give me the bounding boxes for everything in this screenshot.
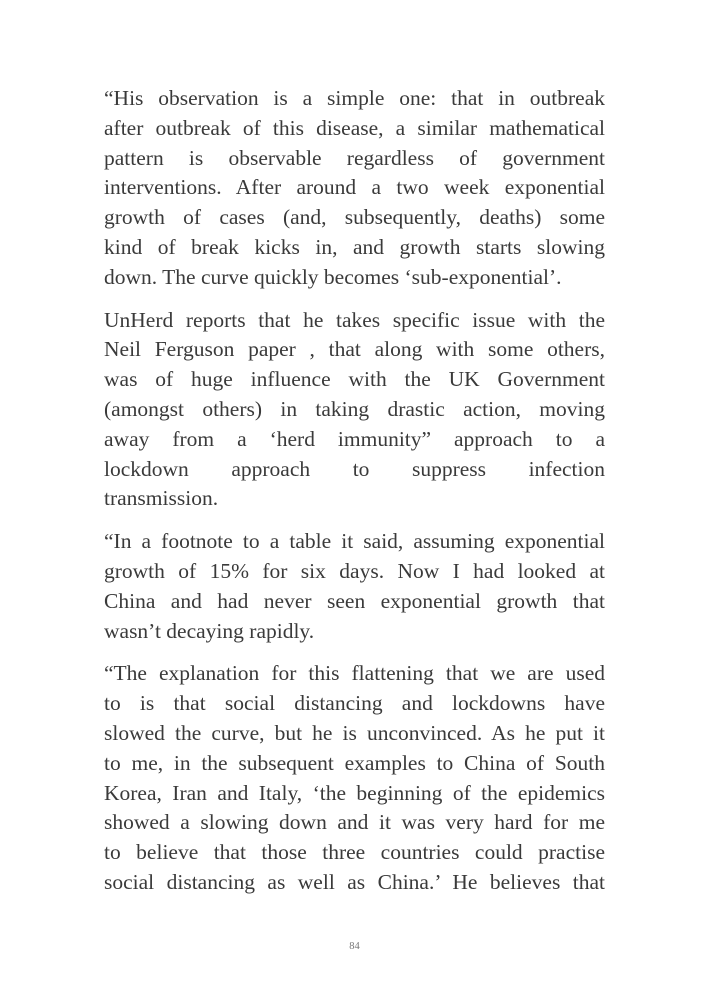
text-line: “The explanation for this flattening that we are used (104, 661, 605, 686)
paragraph-footnote (104, 527, 605, 646)
text-line: transmission. (104, 486, 219, 511)
text-line: to believe that those three countries could practise (104, 840, 605, 865)
text-line: Korea, Iran and Italy, ‘the beginning of the epidemics (104, 780, 605, 805)
text-line: (amongst others) in taking drastic action, moving (104, 396, 605, 421)
text-line: showed a slowing down and it was very hard for me (104, 810, 605, 835)
page-number: 84 (349, 941, 360, 952)
text-line: lockdown approach to suppress infection (104, 456, 605, 481)
text-line: was of huge influence with the UK Government (104, 367, 605, 392)
paragraph-unherd (104, 306, 605, 515)
text-line: after outbreak of this disease, a similar mathematical (104, 115, 605, 140)
text-line: growth of 15% for six days. Now I had looked at (104, 558, 605, 583)
text-line: pattern is observable regardless of government (104, 145, 605, 170)
text-line: wasn’t decaying rapidly. (104, 618, 315, 643)
text-line: to me, in the subsequent examples to China of South (104, 750, 605, 775)
body-text (104, 84, 605, 911)
text-line: “In a footnote to a table it said, assuming exponential (104, 529, 605, 554)
text-line: to is that social distancing and lockdowns have (104, 691, 605, 716)
text-line: China and had never seen exponential growth that (104, 588, 605, 613)
text-line: growth of cases (and, subsequently, deaths) some (104, 205, 605, 230)
text-line: down. The curve quickly becomes ‘sub-exponential’. (104, 264, 562, 289)
text-line: “His observation is a simple one: that in outbreak (104, 86, 605, 110)
paragraph-observation (104, 84, 605, 293)
text-line: away from a ‘herd immunity” approach to a (104, 426, 605, 451)
text-line: social distancing as well as China.’ He believes that (104, 869, 605, 894)
paragraph-explanation (104, 659, 605, 897)
text-line: kind of break kicks in, and growth starts slowing (104, 234, 605, 259)
text-line: slowed the curve, but he is unconvinced. As he put it (104, 720, 605, 745)
text-line: Neil Ferguson paper , that along with some others, (104, 337, 605, 362)
text-line: interventions. After around a two week exponential (104, 175, 605, 200)
text-line: UnHerd reports that he takes specific issue with the (104, 307, 605, 332)
